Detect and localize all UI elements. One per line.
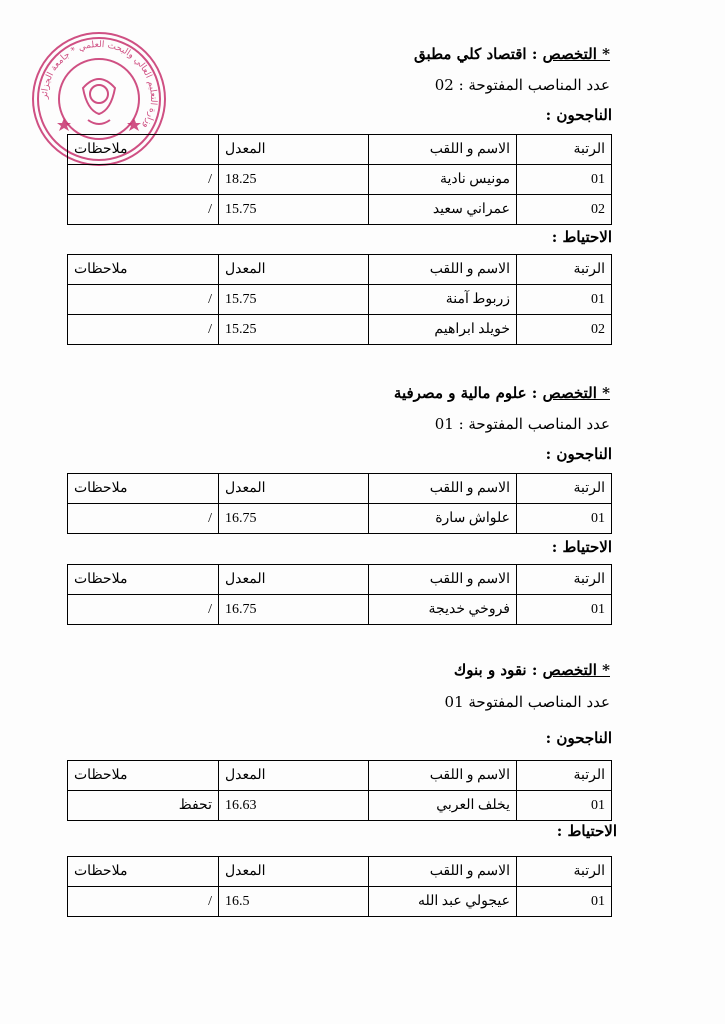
admitted-table xyxy=(67,134,612,225)
table-header-row xyxy=(68,565,612,595)
header-name: الاسم و اللقب xyxy=(369,565,517,595)
reserve-table xyxy=(67,856,612,917)
rank-cell: 01 xyxy=(517,887,612,917)
specialty-label: * التخصص xyxy=(542,45,610,63)
header-rank: الرتبة xyxy=(517,565,612,595)
table-header-row xyxy=(68,135,612,165)
header-name: الاسم و اللقب xyxy=(369,255,517,285)
specialty-label: * التخصص xyxy=(542,384,610,402)
admitted-heading: الناجحون : xyxy=(545,729,612,747)
name-cell: عمراني سعيد xyxy=(369,195,517,225)
average-cell: 15.75 xyxy=(219,285,369,315)
notes-cell: / xyxy=(68,285,219,315)
rank-cell: 01 xyxy=(517,595,612,625)
admitted-table xyxy=(67,473,612,534)
header-notes: ملاحظات xyxy=(68,135,219,165)
notes-cell: / xyxy=(68,887,219,917)
header-name: الاسم و اللقب xyxy=(369,135,517,165)
name-cell: فروخي خديجة xyxy=(369,595,517,625)
average-cell: 16.75 xyxy=(219,595,369,625)
header-rank: الرتبة xyxy=(517,761,612,791)
table-row xyxy=(68,165,612,195)
header-average: المعدل xyxy=(219,474,369,504)
rank-cell: 02 xyxy=(517,315,612,345)
name-cell: مونيس نادية xyxy=(369,165,517,195)
rank-cell: 01 xyxy=(517,504,612,534)
header-notes: ملاحظات xyxy=(68,565,219,595)
specialty-value: : اقتصاد كلي مطبق xyxy=(414,45,538,63)
table-header-row xyxy=(68,761,612,791)
open-positions-count: عدد المناصب المفتوحة : 01 xyxy=(434,415,610,433)
header-average: المعدل xyxy=(219,857,369,887)
header-name: الاسم و اللقب xyxy=(369,857,517,887)
table-header-row xyxy=(68,255,612,285)
reserve-table xyxy=(67,254,612,345)
table-row xyxy=(68,504,612,534)
open-positions-count: عدد المناصب المفتوحة : 02 xyxy=(434,76,610,94)
specialty-title xyxy=(394,384,610,402)
open-positions-count: عدد المناصب المفتوحة 01 xyxy=(444,693,610,711)
specialty-title xyxy=(414,45,610,63)
table-row xyxy=(68,887,612,917)
table-header-row xyxy=(68,474,612,504)
header-rank: الرتبة xyxy=(517,474,612,504)
header-average: المعدل xyxy=(219,565,369,595)
header-notes: ملاحظات xyxy=(68,761,219,791)
rank-cell: 01 xyxy=(517,165,612,195)
table-row xyxy=(68,285,612,315)
name-cell: خويلد ابراهيم xyxy=(369,315,517,345)
rank-cell: 02 xyxy=(517,195,612,225)
admitted-heading: الناجحون : xyxy=(545,445,612,463)
table-row xyxy=(68,195,612,225)
specialty-title xyxy=(454,661,610,679)
notes-cell: / xyxy=(68,504,219,534)
specialty-value: : علوم مالية و مصرفية xyxy=(393,384,538,402)
header-average: المعدل xyxy=(219,135,369,165)
header-rank: الرتبة xyxy=(517,135,612,165)
header-notes: ملاحظات xyxy=(68,255,219,285)
notes-cell: / xyxy=(68,315,219,345)
header-name: الاسم و اللقب xyxy=(369,761,517,791)
reserve-heading: الاحتياط : xyxy=(556,822,617,840)
reserve-heading: الاحتياط : xyxy=(551,228,612,246)
notes-cell: / xyxy=(68,595,219,625)
name-cell: عيجولي عبد الله xyxy=(369,887,517,917)
notes-cell: / xyxy=(68,165,219,195)
rank-cell: 01 xyxy=(517,285,612,315)
table-row xyxy=(68,791,612,821)
header-average: المعدل xyxy=(219,761,369,791)
notes-cell: / xyxy=(68,195,219,225)
average-cell: 16.75 xyxy=(219,504,369,534)
specialty-value: : نقود و بنوك xyxy=(453,661,538,679)
average-cell: 18.25 xyxy=(219,165,369,195)
reserve-table xyxy=(67,564,612,625)
admitted-heading: الناجحون : xyxy=(545,106,612,124)
name-cell: زربوط آمنة xyxy=(369,285,517,315)
header-rank: الرتبة xyxy=(517,255,612,285)
table-row xyxy=(68,315,612,345)
table-row xyxy=(68,595,612,625)
table-header-row xyxy=(68,857,612,887)
stamp-text: وزارة التعليم العالي والبحث العلمي * جامعة الجزائر xyxy=(39,39,159,131)
admitted-table xyxy=(67,760,612,821)
name-cell: يخلف العربي xyxy=(369,791,517,821)
average-cell: 16.63 xyxy=(219,791,369,821)
average-cell: 16.5 xyxy=(219,887,369,917)
name-cell: علواش سارة xyxy=(369,504,517,534)
reserve-heading: الاحتياط : xyxy=(551,538,612,556)
header-average: المعدل xyxy=(219,255,369,285)
header-rank: الرتبة xyxy=(517,857,612,887)
rank-cell: 01 xyxy=(517,791,612,821)
notes-cell: تحفظ xyxy=(68,791,219,821)
header-notes: ملاحظات xyxy=(68,474,219,504)
header-notes: ملاحظات xyxy=(68,857,219,887)
specialty-label: * التخصص xyxy=(542,661,610,679)
average-cell: 15.25 xyxy=(219,315,369,345)
header-name: الاسم و اللقب xyxy=(369,474,517,504)
average-cell: 15.75 xyxy=(219,195,369,225)
